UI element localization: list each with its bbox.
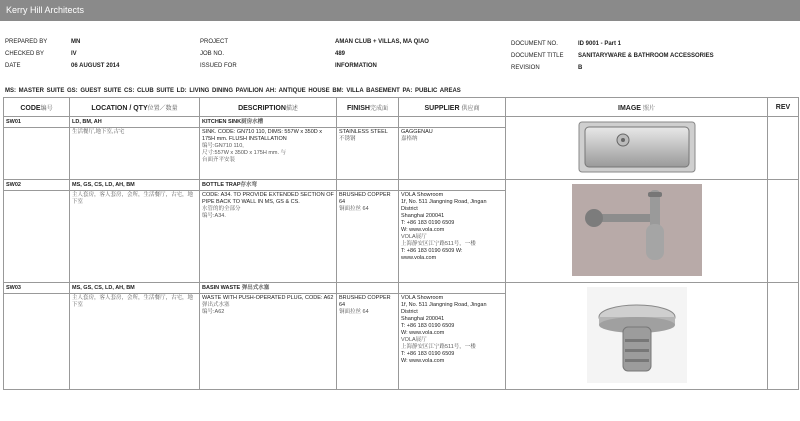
item-description: WASTE WITH PUSH-OPERATED PLUG, CODE: A62 弹出式水塞 编号:A62: [200, 294, 337, 390]
table-header-row: [4, 98, 799, 117]
project-value: AMAN CLUB + VILLAS, MA QIAO: [335, 39, 429, 45]
item-location-cn: 主人套房，客人套房，会所，生活餐厅，古宅，地下室: [70, 294, 200, 390]
col-header-code: CODE编号: [4, 98, 70, 117]
col-header-finish: FINISH完成面: [337, 98, 399, 117]
header-middle: [200, 38, 429, 74]
document-title-label: DOCUMENT TITLE: [511, 53, 564, 59]
schedule-table: [3, 97, 799, 390]
col-header-rev: REV: [768, 98, 799, 117]
project-label: PROJECT: [200, 39, 229, 45]
prepared-by-value: MN: [71, 39, 81, 45]
revision-value: B: [578, 65, 583, 71]
item-description: SINK. CODE: GN710 110, DIMS: 557W x 350D x 175H mm. FLUSH INSTALLATION 编号:GN710 110, 尺寸:557W x 350D x 175H mm. 与 台面齐平安装: [200, 128, 337, 180]
document-no-value: ID 9001 - Part 1: [578, 41, 622, 47]
prepared-by-label: PREPARED BY: [5, 39, 48, 45]
item-finish: BRUSHED COPPER 64 铜面拉丝 64: [337, 294, 399, 390]
basin-waste-image: [587, 287, 687, 383]
item-image-cell: [506, 117, 768, 180]
date-label: DATE: [5, 63, 21, 69]
job-no-value: 489: [335, 51, 346, 57]
item-location: MS, GS, CS, LD, AH, BM: [70, 283, 200, 294]
item-supplier: VOLA Showroom 1f, No. 511 Jiangning Road, Jingan District Shanghai 200041 T: +86 183 0190 6509 W: www.vola.com VOLA展厅 上海静安区江宁路511号，一楼 T: +86 183 0190 6509 W: www.vola.com: [399, 191, 506, 283]
item-code: SW03: [4, 283, 70, 294]
item-description: CODE: A34. TO PROVIDE EXTENDED SECTION OF PIPE BACK TO WALL IN MS, GS & CS. 水管的的全部分 编号:A34.: [200, 191, 337, 283]
item-image-cell: [506, 283, 768, 390]
col-header-image: IMAGE 照片: [506, 98, 768, 117]
item-location: MS, GS, CS, LD, AH, BM: [70, 180, 200, 191]
stainless-steel-sink-image: [577, 120, 697, 174]
item-location: LD, BM, AH: [70, 117, 200, 128]
item-title: BOTTLE TRAP存水弯: [200, 180, 337, 191]
table-row-group: [4, 117, 799, 128]
document-no-label: DOCUMENT NO.: [511, 41, 558, 47]
document-title-value: SANITARYWARE & BATHROOM ACCESSORIES: [578, 53, 714, 59]
item-title: BASIN WASTE 弹出式水塞: [200, 283, 337, 294]
window-title: Kerry Hill Architects: [0, 0, 800, 21]
col-header-supplier: SUPPLIER 供应商: [399, 98, 506, 117]
header-left: [5, 38, 120, 74]
abbreviation-legend: MS: MASTER SUITE GS: GUEST SUITE CS: CLUB SUITE LD: LIVING DINING PAVILION AH: ANTIQUE HOUSE BM: VILLA BASEMENT PA: PUBLIC AREAS: [5, 88, 461, 94]
item-location-cn: 生活餐厅,地下室,古宅: [70, 128, 200, 180]
item-supplier: GAGGENAU 嘉格纳: [399, 128, 506, 180]
col-header-location: LOCATION / QTY位置／数量: [70, 98, 200, 117]
date-value: 06 AUGUST 2014: [71, 63, 120, 69]
item-location-cn: 主人套房，客人套房，会所，生活餐厅，古宅，地下室: [70, 191, 200, 283]
item-rev: [768, 283, 799, 390]
item-code: SW01: [4, 117, 70, 128]
col-header-description: DESCRIPTION描述: [200, 98, 337, 117]
bottle-trap-image: [572, 184, 702, 276]
item-finish: BRUSHED COPPER 64 铜面拉丝 64: [337, 191, 399, 283]
checked-by-label: CHECKED BY: [5, 51, 45, 57]
item-finish: STAINLESS STEEL 不锈钢: [337, 128, 399, 180]
item-rev: [768, 117, 799, 180]
job-no-label: JOB NO.: [200, 51, 225, 57]
item-title: KITCHEN SINK厨房水槽: [200, 117, 337, 128]
header-right: [511, 40, 714, 76]
table-row-group: [4, 180, 799, 191]
issued-for-label: ISSUED FOR: [200, 63, 237, 69]
item-code: SW02: [4, 180, 70, 191]
item-rev: [768, 180, 799, 283]
checked-by-value: IV: [71, 51, 77, 57]
item-supplier: VOLA Showroom 1f, No. 511 Jiangning Road, Jingan District Shanghai 200041 T: +86 183 0190 6509 W: www.vola.com VOLA展厅 上海静安区江宁路511号，一楼 T: +86 183 0190 6509 W: www.vola.com: [399, 294, 506, 390]
revision-label: REVISION: [511, 65, 540, 71]
table-row-group: [4, 283, 799, 294]
item-image-cell: [506, 180, 768, 283]
issued-for-value: INFORMATION: [335, 63, 377, 69]
